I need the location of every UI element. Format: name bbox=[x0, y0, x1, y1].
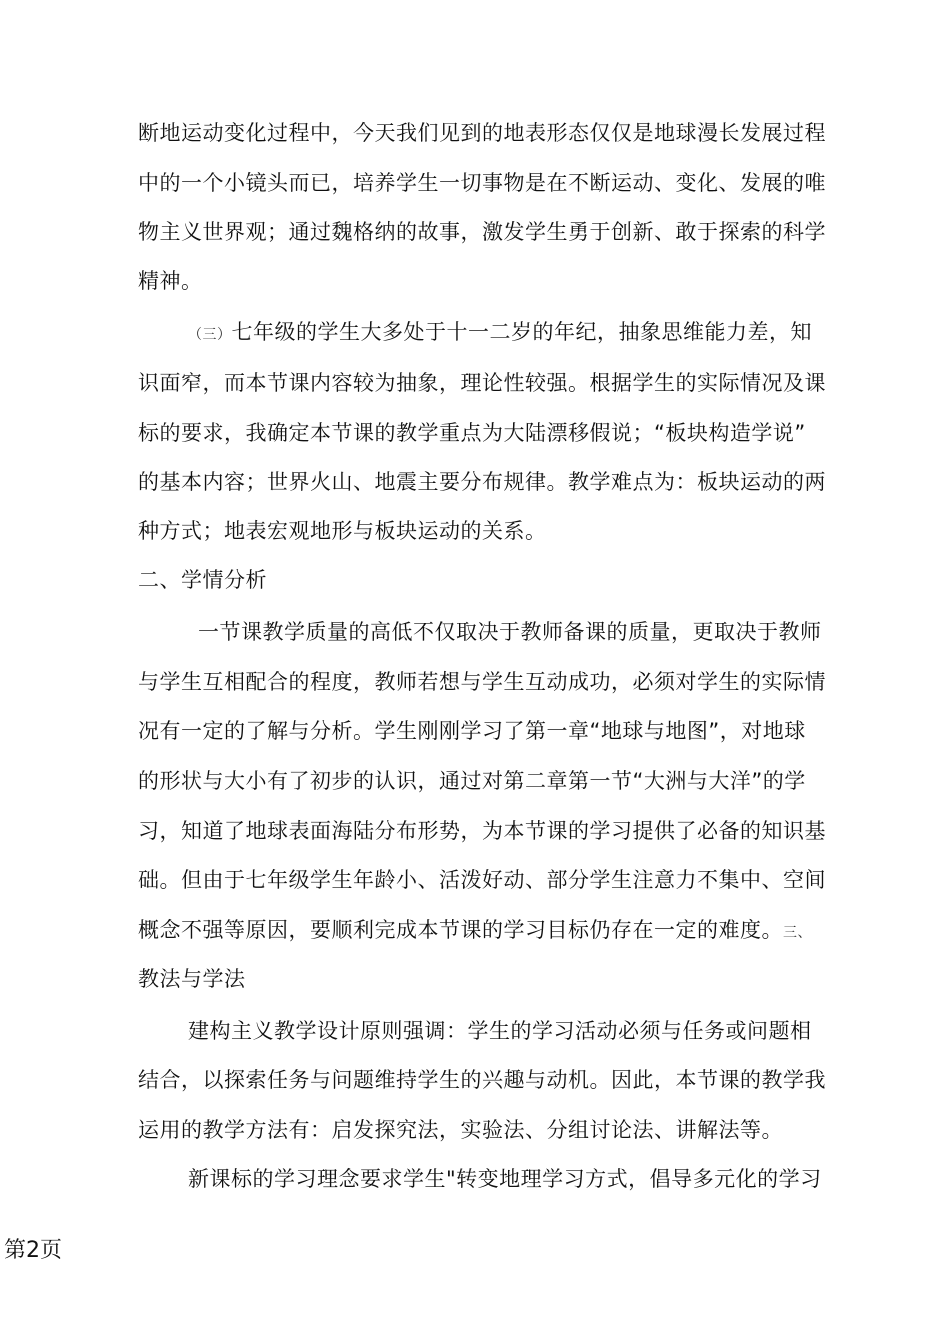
text-line: 断地运动变化过程中，今天我们见到的地表形态仅仅是地球漫长发展过程 bbox=[138, 121, 826, 145]
list-marker: （三） bbox=[188, 327, 232, 343]
text-line: 况有一定的了解与分析。学生刚刚学习了第一章“地球与地图”，对地球 bbox=[138, 719, 806, 743]
text-line: 的形状与大小有了初步的认识，通过对第二章第一节“大洲与大洋”的学 bbox=[138, 769, 806, 793]
text-line: 标的要求，我确定本节课的教学重点为大陆漂移假说；“板块构造学说” bbox=[138, 421, 806, 445]
text-line: 习，知道了地球表面海陆分布形势，为本节课的学习提供了必备的知识基 bbox=[138, 819, 826, 843]
text-line bbox=[188, 322, 812, 343]
section-marker: 三、 bbox=[783, 925, 812, 941]
page-suffix: 页 bbox=[40, 1238, 63, 1263]
page-number-footer bbox=[4, 1240, 62, 1262]
text-line: 建构主义教学设计原则强调：学生的学习活动必须与任务或问题相 bbox=[188, 1019, 812, 1043]
text-run: 概念不强等原因，要顺利完成本节课的学习目标仍存在一定的难度。 bbox=[138, 918, 783, 942]
text-line: 结合，以探索任务与问题维持学生的兴趣与动机。因此，本节课的教学我 bbox=[138, 1068, 826, 1092]
text-run: 七年级的学生大多处于十一二岁的年纪，抽象思维能力差，知 bbox=[231, 320, 812, 344]
text-line: 一节课教学质量的高低不仅取决于教师备课的质量，更取决于教师 bbox=[198, 620, 822, 644]
text-line: 识面窄，而本节课内容较为抽象，理论性较强。根据学生的实际情况及课 bbox=[138, 371, 826, 395]
page-prefix: 第 bbox=[4, 1238, 27, 1263]
text-line: 物主义世界观；通过魏格纳的故事，激发学生勇于创新、敢于探索的科学 bbox=[138, 220, 826, 244]
text-line: 中的一个小镜头而已，培养学生一切事物是在不断运动、变化、发展的唯 bbox=[138, 171, 826, 195]
text-line: 与学生互相配合的程度，教师若想与学生互动成功，必须对学生的实际情 bbox=[138, 670, 826, 694]
text-line: 的基本内容；世界火山、地震主要分布规律。教学难点为：板块运动的两 bbox=[138, 470, 826, 494]
section-heading: 二、学情分析 bbox=[138, 568, 267, 592]
section-heading: 教法与学法 bbox=[138, 967, 246, 991]
text-line: 新课标的学习理念要求学生"转变地理学习方式，倡导多元化的学习 bbox=[188, 1167, 822, 1191]
text-line: 种方式；地表宏观地形与板块运动的关系。 bbox=[138, 519, 547, 543]
text-line bbox=[138, 920, 812, 941]
page-number: 2 bbox=[26, 1238, 41, 1263]
text-line: 础。但由于七年级学生年龄小、活泼好动、部分学生注意力不集中、空间 bbox=[138, 868, 826, 892]
text-line: 精神。 bbox=[138, 269, 203, 293]
text-line: 运用的教学方法有：启发探究法，实验法、分组讨论法、讲解法等。 bbox=[138, 1118, 783, 1142]
